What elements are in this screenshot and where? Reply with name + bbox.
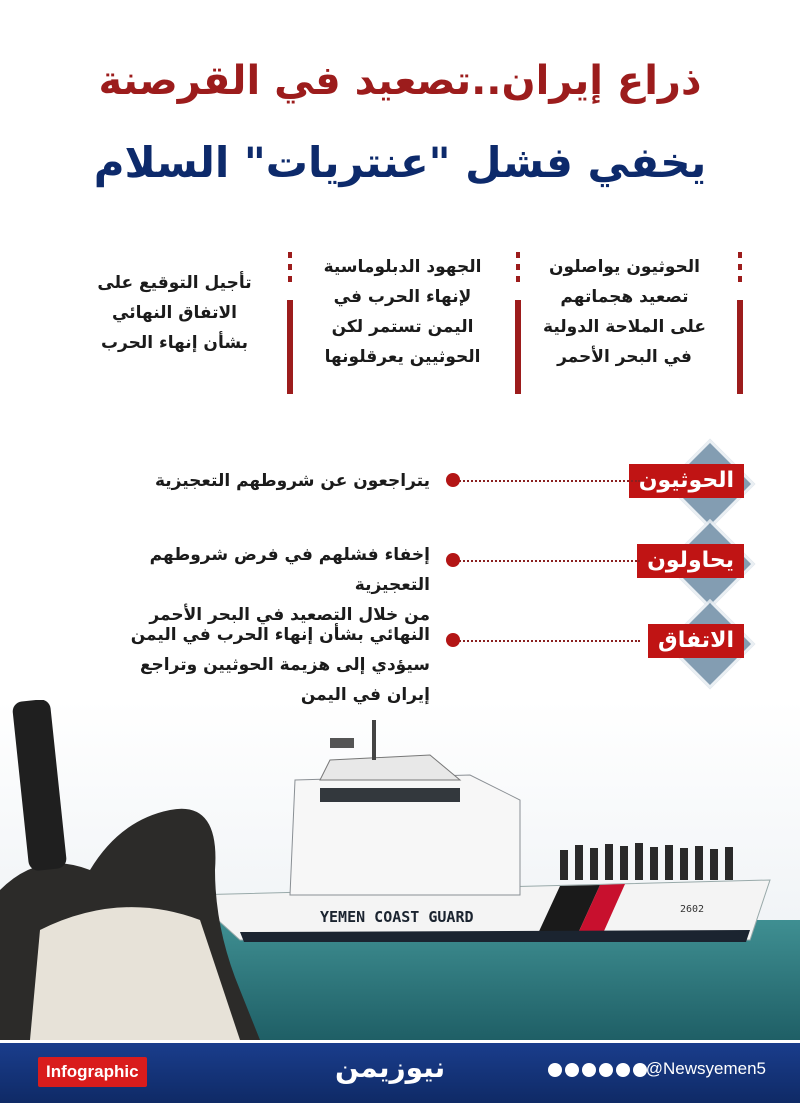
column-line: اليمن تستمر لكن [331, 317, 474, 337]
social-handle[interactable]: @Newsyemen5 [645, 1059, 766, 1078]
social-icons [548, 1063, 647, 1077]
infographic-badge: Infographic [38, 1057, 147, 1087]
coast-guard-ship-scene [0, 700, 800, 1040]
row-line: سيؤدي إلى هزيمة الحوثيين وتراجع [139, 655, 430, 675]
row-line: إيران في اليمن [300, 685, 430, 705]
connector-line [452, 560, 640, 562]
hull-number: 2602 [680, 904, 705, 915]
row-trying [0, 520, 800, 625]
column-line: لإنهاء الحرب في [333, 287, 472, 307]
youtube-icon[interactable] [599, 1063, 613, 1077]
fact-column-1 [520, 252, 745, 394]
row-line: النهائي بشأن إنهاء الحرب في اليمن [130, 625, 430, 645]
column-line: الحوثيون يواصلون [549, 257, 700, 277]
row-line: من خلال التصعيد في البحر الأحمر [149, 605, 430, 625]
connector-dot [446, 473, 460, 487]
column-line: تصعيد هجماتهم [560, 287, 689, 307]
row-houthis [0, 440, 800, 520]
headline-line-2: يخفي فشل "عنتريات" السلام [93, 138, 707, 187]
tag-label: الاتفاق [648, 624, 744, 658]
column-line: الجهود الدبلوماسية [323, 257, 482, 277]
column-line: على الملاحة الدولية [543, 317, 706, 337]
row-line: إخفاء فشلهم في فرض شروطهم التعجيزية [149, 545, 430, 595]
column-line: الحوثيين يعرقلونها [324, 347, 481, 367]
column-divider [735, 252, 745, 394]
hull-label: YEMEN COAST GUARD [320, 908, 474, 926]
footer-bar [0, 1040, 800, 1103]
column-line: في البحر الأحمر [557, 347, 692, 367]
tag-label: الحوثيون [629, 464, 744, 498]
connector-line [452, 480, 640, 482]
x-icon[interactable] [616, 1063, 630, 1077]
connector-dot [446, 553, 460, 567]
tag-label: يحاولون [637, 544, 744, 578]
fact-column-3 [70, 252, 295, 394]
connector-dot [446, 633, 460, 647]
brand-logo: نيوزيمن [335, 1051, 446, 1084]
fact-column-2 [298, 252, 523, 394]
column-line: تأجيل التوقيع على [97, 273, 252, 293]
column-line: بشأن إنهاء الحرب [100, 333, 249, 353]
column-line: الاتفاق النهائي [112, 303, 237, 323]
facebook-icon[interactable] [548, 1063, 562, 1077]
headline-line-1: ذراع إيران..تصعيد في القرصنة [98, 58, 702, 104]
telegram-icon[interactable] [565, 1063, 579, 1077]
row-line: يتراجعون عن شروطهم التعجيزية [154, 471, 430, 491]
instagram-icon[interactable] [582, 1063, 596, 1077]
ship-illustration [0, 700, 800, 1040]
connector-line [452, 640, 640, 642]
row-agreement [0, 604, 800, 705]
column-divider [285, 252, 295, 394]
column-divider [513, 252, 523, 394]
